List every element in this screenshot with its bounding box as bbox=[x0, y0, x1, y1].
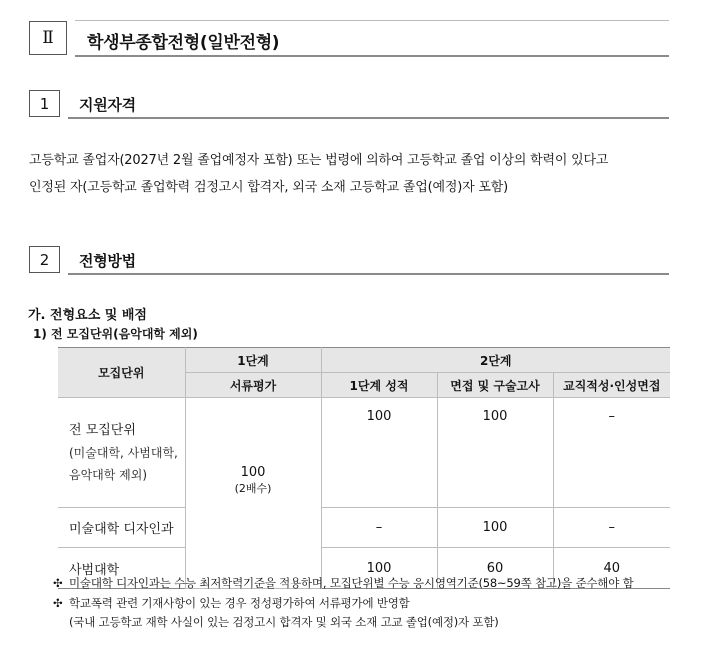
eligibility-line-1: 고등학교 졸업자(2027년 2월 졸업예정자 포함) 또는 법령에 의하여 고등학교 졸업 이상의 학력이 있다고 bbox=[29, 153, 609, 168]
note-text: 학교폭력 관련 기재사항이 있는 경우 정성평가하여 서류평가에 반영함 bbox=[69, 596, 410, 610]
document-score-note: (2배수) bbox=[234, 482, 272, 495]
chapter-title: 학생부종합전형(일반전형) bbox=[87, 33, 280, 53]
header-stage1-score: 1단계 성적 bbox=[321, 373, 437, 398]
chapter-rule bbox=[75, 55, 669, 57]
unit-cell: 미술대학 디자인과 bbox=[58, 508, 185, 548]
header-stage1: 1단계 bbox=[185, 348, 321, 373]
section-2-rule bbox=[68, 273, 669, 275]
score-table bbox=[58, 347, 670, 589]
note-item bbox=[53, 595, 410, 611]
document-score: 100 bbox=[240, 465, 266, 480]
note-bullet-icon: ✣ bbox=[53, 596, 63, 610]
stage1-score-cell: – bbox=[321, 508, 437, 548]
unit-cell bbox=[58, 398, 185, 508]
section-1-rule bbox=[68, 117, 669, 119]
section-2-number: 2 bbox=[29, 246, 60, 273]
stage1-score-cell: 100 bbox=[321, 548, 437, 589]
table-row bbox=[58, 398, 670, 508]
header-stage2: 2단계 bbox=[321, 348, 670, 373]
teacher-interview-cell: – bbox=[553, 398, 670, 508]
header-unit: 모집단위 bbox=[58, 348, 185, 398]
note-item bbox=[53, 575, 633, 591]
sub-sub-heading: 1) 전 모집단위(음악대학 제외) bbox=[33, 327, 198, 341]
interview-cell: 60 bbox=[437, 548, 553, 589]
sub-heading: 가. 전형요소 및 배점 bbox=[28, 308, 147, 323]
note-bullet-icon: ✣ bbox=[53, 576, 63, 590]
unit-line: 전 모집단위 bbox=[69, 422, 136, 438]
interview-cell: 100 bbox=[437, 398, 553, 508]
chapter-number: Ⅱ bbox=[29, 21, 67, 55]
document-score-cell bbox=[185, 398, 321, 589]
table-row bbox=[58, 508, 670, 548]
note-text: 미술대학 디자인과는 수능 최저학력기준을 적용하며, 모집단위별 수능 응시영역기준(58~59쪽 참고)을 준수해야 함 bbox=[69, 576, 634, 590]
chapter-top-rule bbox=[75, 20, 669, 21]
note-continuation: (국내 고등학교 재학 사실이 있는 검정고시 합격자 및 외국 소재 고교 졸업(예정)자 포함) bbox=[69, 615, 499, 629]
unit-cell: 사범대학 bbox=[58, 548, 185, 589]
section-2-title: 전형방법 bbox=[79, 252, 136, 270]
teacher-interview-cell: 40 bbox=[553, 548, 670, 589]
header-teacher-interview: 교직적성·인성면접 bbox=[553, 373, 670, 398]
header-interview: 면접 및 구술고사 bbox=[437, 373, 553, 398]
section-1-title: 지원자격 bbox=[79, 96, 136, 114]
header-document-review: 서류평가 bbox=[185, 373, 321, 398]
eligibility-line-2: 인정된 자(고등학교 졸업학력 검정고시 합격자, 외국 소재 고등학교 졸업(예정)자 포함) bbox=[29, 180, 508, 195]
unit-line: (미술대학, 사범대학, bbox=[69, 445, 178, 460]
stage1-score-cell: 100 bbox=[321, 398, 437, 508]
section-1-number: 1 bbox=[29, 90, 60, 117]
interview-cell: 100 bbox=[437, 508, 553, 548]
unit-line: 음악대학 제외) bbox=[69, 467, 148, 482]
teacher-interview-cell: – bbox=[553, 508, 670, 548]
